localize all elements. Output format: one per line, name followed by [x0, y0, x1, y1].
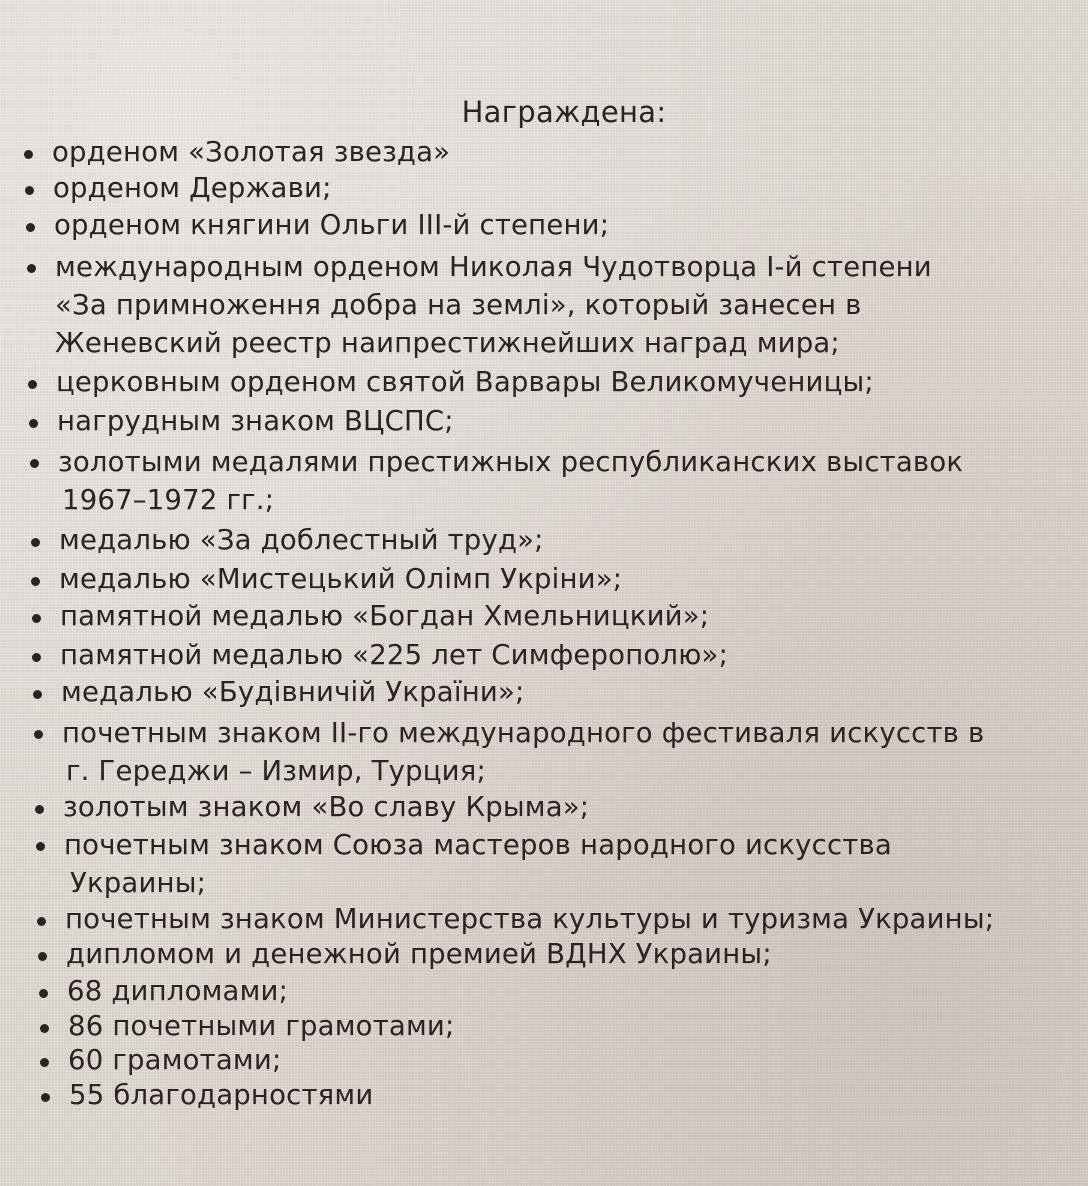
- item-text: 55 благодарностями: [69, 1079, 374, 1111]
- item-text: Украины;: [70, 867, 207, 899]
- item-text: Женевский реестр наипрестижнейших наград мира;: [55, 327, 840, 359]
- list-item: [60, 598, 709, 634]
- item-text: почетным знаком Союза мастеров народного искусства: [64, 829, 892, 861]
- bullet-icon: [32, 653, 41, 662]
- item-text: «За примноження добра на землі», который занесен в: [55, 289, 862, 321]
- bullet-icon: [41, 1093, 50, 1102]
- bullet-icon: [39, 989, 48, 998]
- list-item: [62, 714, 984, 790]
- item-text: золотыми медалями престижных республиканских выставок: [58, 446, 964, 478]
- bullet-icon: [31, 538, 40, 547]
- bullet-icon: [36, 842, 45, 851]
- list-item: [68, 1008, 454, 1044]
- bullet-icon: [37, 917, 46, 926]
- bullet-icon: [28, 380, 37, 389]
- list-item: [56, 364, 874, 400]
- list-item: [65, 901, 994, 937]
- list-item: [57, 403, 454, 439]
- bullet-icon: [24, 150, 33, 159]
- item-text: 60 грамотами;: [68, 1044, 282, 1076]
- item-text: нагрудным знаком ВЦСПС;: [57, 405, 454, 437]
- list-item: [59, 522, 544, 558]
- item-text: медалью «За доблестный труд»;: [59, 524, 544, 556]
- item-text: золотым знаком «Во славу Крыма»;: [63, 791, 590, 823]
- list-item: [69, 1077, 373, 1113]
- item-text: орденом княгини Ольги III-й степени;: [54, 209, 610, 241]
- bullet-icon: [35, 805, 44, 814]
- item-text: 1967–1972 гг.;: [62, 484, 275, 516]
- list-item: [63, 789, 589, 825]
- list-item: [52, 134, 450, 170]
- bullet-icon: [30, 459, 39, 468]
- list-item: [61, 674, 524, 710]
- item-text: памятной медалью «Богдан Хмельницкий»;: [60, 600, 710, 632]
- bullet-icon: [33, 690, 42, 699]
- item-text: дипломом и денежной премией ВДНХ Украины;: [66, 938, 772, 970]
- bullet-icon: [25, 186, 34, 195]
- bullet-icon: [40, 1024, 49, 1033]
- bullet-icon: [34, 730, 43, 739]
- item-text: международным орденом Николая Чудотворца I-й степени: [55, 251, 932, 283]
- item-text: г. Гереджи – Измир, Турция;: [66, 755, 486, 787]
- list-item: [68, 1042, 281, 1078]
- list-item: [59, 561, 622, 597]
- bullet-icon: [40, 1058, 49, 1067]
- list-item: [55, 248, 932, 362]
- bullet-icon: [32, 614, 41, 623]
- bullet-icon: [26, 223, 35, 232]
- bullet-icon: [31, 577, 40, 586]
- item-text: почетным знаком Министерства культуры и туризма Украины;: [65, 903, 995, 935]
- list-item: [60, 637, 728, 673]
- item-text: медалью «Будівничій України»;: [61, 676, 525, 708]
- item-text: 86 почетными грамотами;: [68, 1010, 455, 1042]
- list-item: [67, 973, 288, 1009]
- list-item: [66, 936, 772, 972]
- item-text: памятной медалью «225 лет Симферополю»;: [60, 639, 729, 671]
- item-text: орденом «Золотая звезда»: [52, 136, 451, 168]
- list-item: [64, 826, 892, 902]
- item-text: церковным орденом святой Варвары Великомученицы;: [56, 366, 874, 398]
- item-text: орденом Держави;: [53, 172, 332, 204]
- list-item: [53, 170, 332, 206]
- bullet-icon: [29, 419, 38, 428]
- list-heading: Награждена:: [461, 95, 667, 129]
- bullet-icon: [38, 952, 47, 961]
- bullet-icon: [27, 264, 36, 273]
- item-text: почетным знаком II-го международного фестиваля искусств в: [62, 717, 985, 749]
- list-item: [54, 207, 609, 243]
- item-text: 68 дипломами;: [67, 975, 289, 1007]
- item-text: медалью «Мистецький Олімп Укріни»;: [59, 563, 623, 595]
- list-item: [58, 443, 963, 519]
